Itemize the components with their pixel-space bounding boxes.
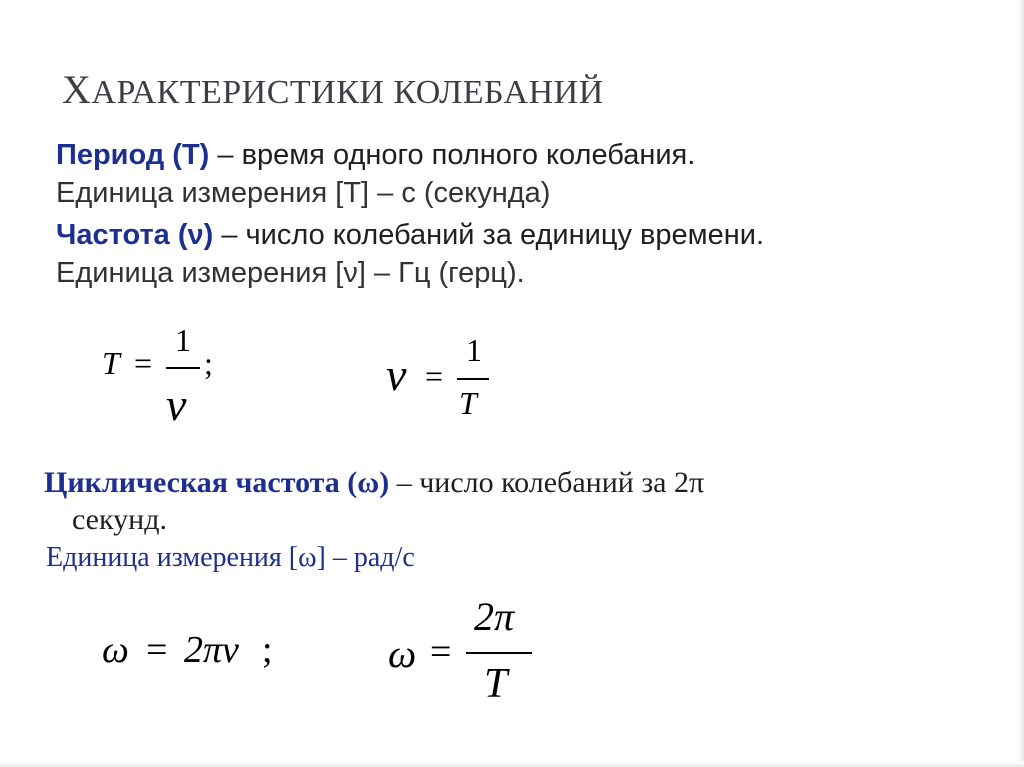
formula-frequency-numerator: 1 — [466, 332, 482, 368]
frequency-description: – число колебаний за единицу времени. — [213, 219, 765, 251]
formula-cyclic-period-numerator: 2π — [474, 594, 515, 639]
title-first-letter: Х — [62, 67, 92, 112]
formula-period-numerator: 1 — [175, 322, 191, 358]
formula-cyclic-period-fraction-bar — [466, 652, 532, 654]
formula-frequency-denominator: T — [459, 385, 477, 421]
slide-title — [62, 66, 604, 113]
formula-period-eq: = — [134, 345, 153, 381]
formula-cyclic-period-lhs: ω — [388, 631, 417, 676]
formula-cyclic-eq: = — [146, 629, 168, 671]
slide-edge-bottom — [0, 761, 1024, 767]
formula-period-denominator: ν — [166, 379, 187, 430]
formula-frequency-eq: = — [425, 358, 444, 394]
period-description: – время одного полного колебания. — [209, 139, 696, 171]
cyclic-term: Циклическая частота (ω) — [44, 466, 390, 499]
cyclic-definition — [44, 466, 704, 500]
period-term: Период (Т) — [56, 139, 210, 171]
formula-cyclic-period-eq: = — [430, 631, 452, 673]
period-definition — [56, 139, 695, 172]
formula-cyclic-punct: ; — [262, 629, 273, 671]
title-rest: АРАКТЕРИСТИКИ КОЛЕБАНИЙ — [91, 74, 604, 111]
formula-cyclic-period-denominator: T — [484, 661, 508, 707]
frequency-unit: Единица измерения [ν] – Гц (герц). — [56, 257, 525, 289]
formula-period-lhs: T — [102, 345, 120, 381]
frequency-term: Частота (ν) — [56, 219, 214, 251]
cyclic-description-cont: секунд. — [72, 503, 167, 536]
formula-frequency-fraction-bar — [457, 378, 489, 380]
cyclic-unit: Единица измерения [ω] – рад/с — [46, 542, 415, 573]
formula-cyclic-rhs: 2πν — [184, 629, 239, 671]
formula-period-punct: ; — [204, 345, 213, 381]
cyclic-description: – число колебаний за 2π — [389, 466, 705, 499]
slide-edge-right — [1018, 0, 1024, 767]
formula-frequency-lhs: ν — [386, 349, 407, 400]
frequency-definition — [56, 219, 764, 252]
formula-period-fraction-bar — [166, 367, 200, 369]
formula-cyclic-lhs: ω — [102, 629, 129, 671]
period-unit: Единица измерения [Т] – с (секунда) — [56, 177, 551, 209]
